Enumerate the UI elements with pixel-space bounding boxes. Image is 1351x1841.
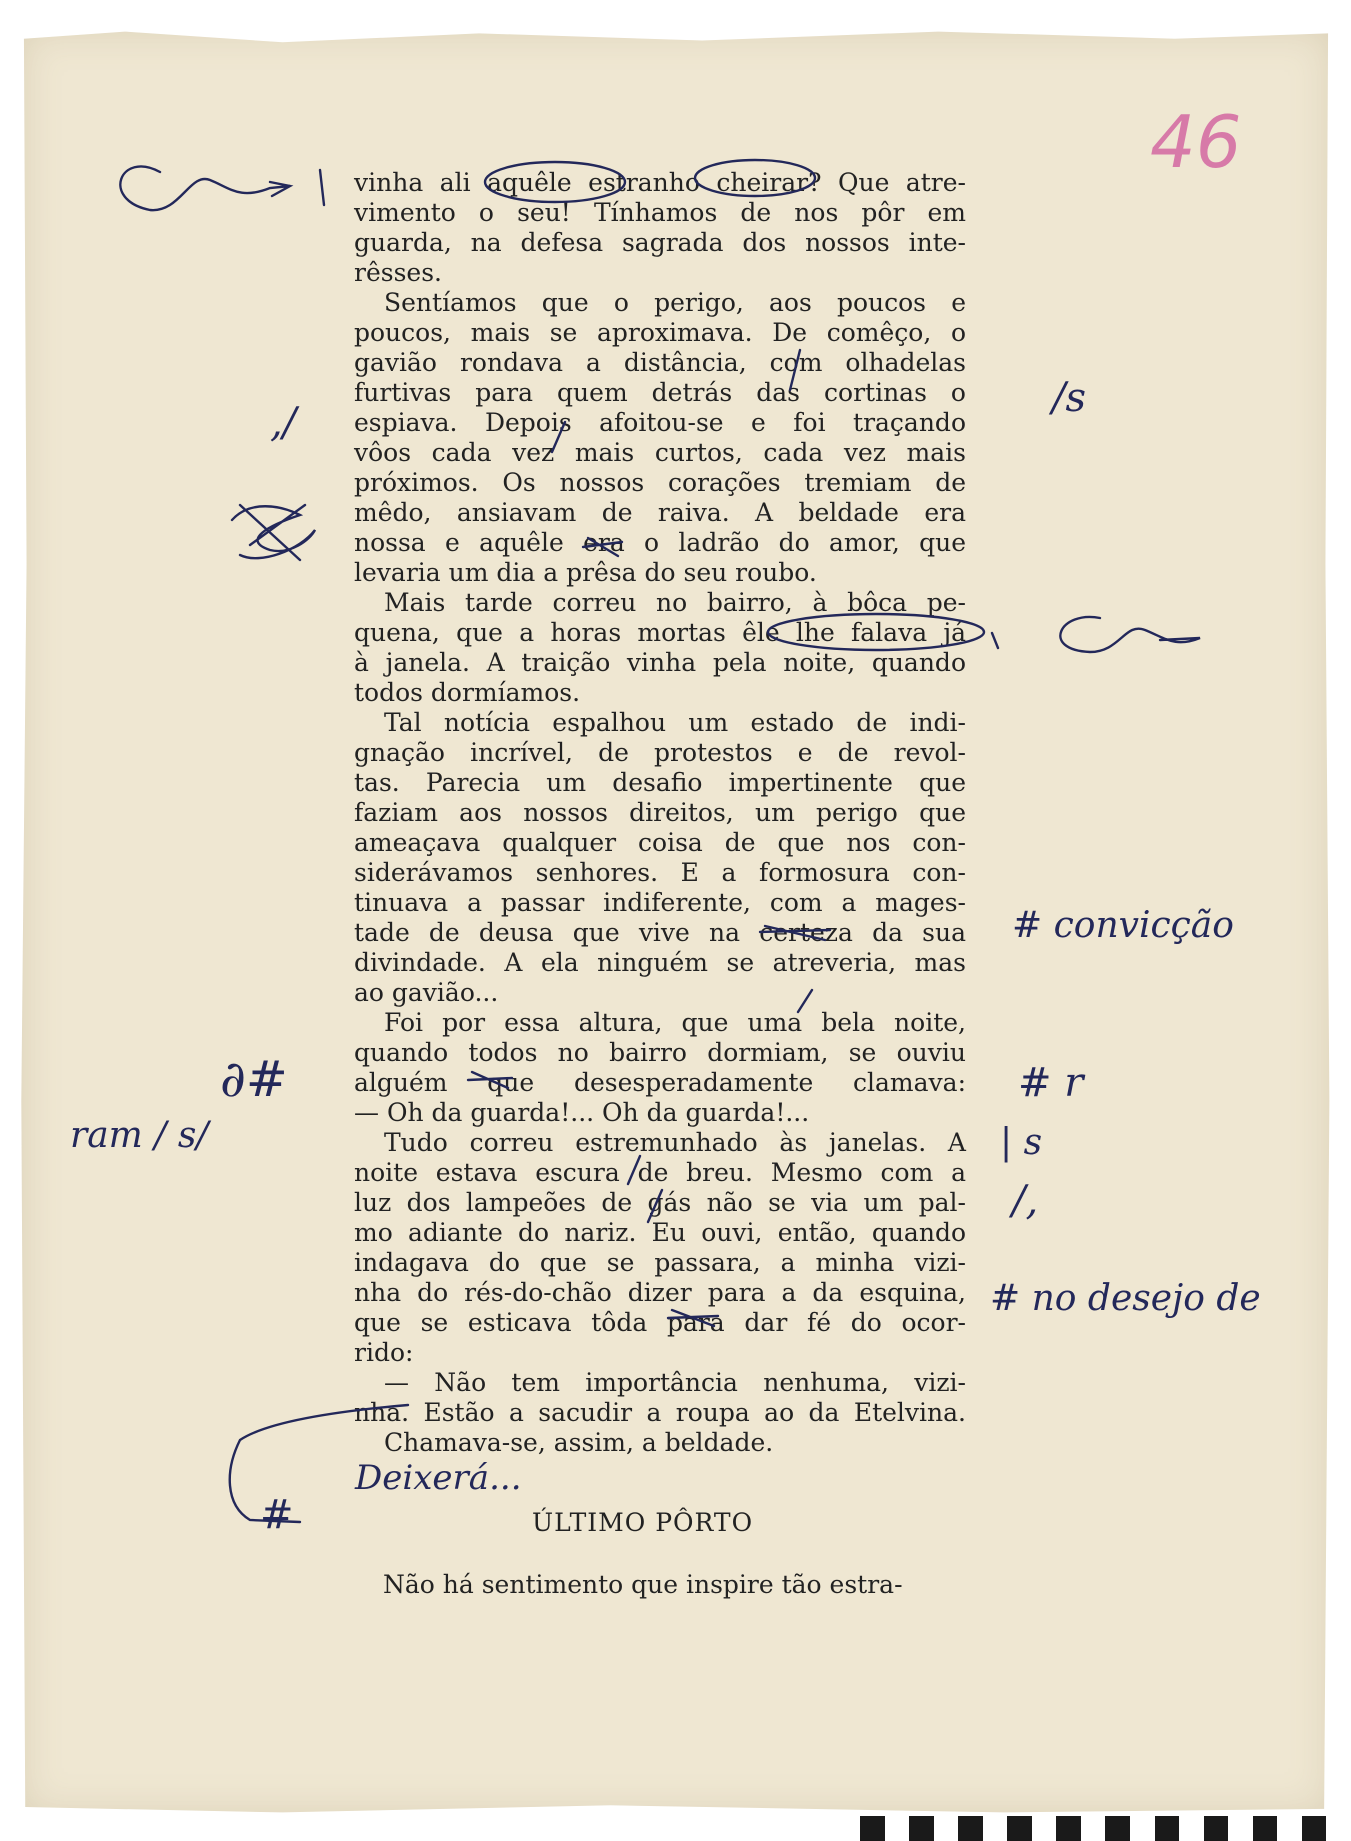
annotation-right-1: /s: [1052, 375, 1087, 421]
body-line: rido:: [354, 1338, 414, 1367]
body-line: gnação incrível, de protestos e de revol-: [354, 738, 966, 767]
strike-mark: [760, 926, 830, 940]
body-line: vinha ali aquêle estranho cheirar? Que atre-: [354, 168, 966, 197]
slash-mark: [552, 350, 812, 1222]
strike-mark: [468, 1072, 512, 1088]
body-line: divindade. A ela ninguém se atreveria, mas: [354, 948, 966, 977]
ruler-segment: [885, 1816, 910, 1841]
body-line: tade de deusa que vive na certeza da sua: [354, 918, 966, 947]
scribble-mark: [232, 505, 315, 560]
ruler-segment: [1056, 1816, 1081, 1841]
body-line: quando todos no bairro dormiam, se ouviu: [354, 1038, 966, 1067]
annotation-right-3: # r: [1018, 1060, 1084, 1106]
ruler-segment: [1277, 1816, 1302, 1841]
body-line: — Não tem importância nenhuma, vizi-: [384, 1368, 966, 1397]
body-line: guarda, na defesa sagrada dos nossos inte-: [354, 228, 966, 257]
section-heading: ÚLTIMO PÔRTO: [532, 1508, 754, 1537]
ruler-segment: [1179, 1816, 1204, 1841]
annotation-right-6: # no desejo de: [990, 1278, 1261, 1319]
circle-mark: [485, 162, 625, 202]
body-line: vimento o seu! Tínhamos de nos pôr em: [354, 198, 966, 227]
annotation-right-2: # convicção: [1012, 905, 1234, 946]
ruler-segment: [860, 1816, 885, 1841]
body-line: faziam aos nossos direitos, um perigo que: [354, 798, 966, 827]
annotation-right-4: | s: [1000, 1122, 1043, 1163]
ruler-segment: [1155, 1816, 1180, 1841]
annotation-insert: Deixerá...: [355, 1458, 522, 1498]
transpose-mark-left: [120, 166, 290, 210]
ruler-segment: [934, 1816, 959, 1841]
ruler-segment: [1105, 1816, 1130, 1841]
strike-mark: [583, 538, 622, 556]
body-line: levaria um dia a prêsa do seu roubo.: [354, 558, 817, 587]
body-line: Mais tarde correu no bairro, à bôca pe-: [384, 588, 966, 617]
body-line: que se esticava tôda para dar fé do ocor-: [354, 1308, 966, 1337]
annotation-insert-mark: #: [260, 1492, 294, 1538]
page-number: 46: [1150, 100, 1242, 184]
body-line: espiava. Depois afoitou-se e foi traçando: [354, 408, 966, 437]
circle-mark: [695, 160, 815, 196]
body-line: alguém que desesperadamente clamava:: [354, 1068, 966, 1097]
body-line: Tudo correu estremunhado às janelas. A: [384, 1128, 966, 1157]
body-line: Foi por essa altura, que uma bela noite,: [384, 1008, 966, 1037]
ruler-segment: [1326, 1816, 1351, 1841]
body-line: nha do rés-do-chão dizer para a da esquina,: [354, 1278, 966, 1307]
body-line: nossa e aquêle era o ladrão do amor, que: [354, 528, 966, 557]
annotation-left-2: ∂#: [220, 1050, 288, 1108]
body-line: — Oh da guarda!... Oh da guarda!...: [354, 1098, 810, 1127]
ruler-segment: [1081, 1816, 1106, 1841]
ruler-segment: [1130, 1816, 1155, 1841]
body-line: todos dormíamos.: [354, 678, 581, 707]
body-line: à janela. A traição vinha pela noite, quando: [354, 648, 966, 677]
ruler-segment: [1032, 1816, 1057, 1841]
transpose-mark-right: [1060, 617, 1200, 652]
body-line: furtivas para quem detrás das cortinas o: [354, 378, 966, 407]
ruler-segment: [1007, 1816, 1032, 1841]
ruler-segment: [1204, 1816, 1229, 1841]
body-line: tas. Parecia um desafio impertinente que: [354, 768, 966, 797]
annotation-left-1: ,/: [270, 400, 297, 446]
body-line: rêsses.: [354, 258, 442, 287]
ruler-segment: [983, 1816, 1008, 1841]
color-calibration-ruler: [860, 1816, 1351, 1841]
body-line: mêdo, ansiavam de raiva. A beldade era: [354, 498, 966, 527]
strike-mark: [668, 1310, 718, 1326]
ruler-segment: [1253, 1816, 1278, 1841]
ruler-segment: [909, 1816, 934, 1841]
body-line: vôos cada vez mais curtos, cada vez mais: [354, 438, 966, 467]
body-line: gavião rondava a distância, com olhadelas: [354, 348, 966, 377]
ruler-segment: [1302, 1816, 1327, 1841]
body-line: mo adiante do nariz. Eu ouvi, então, quando: [354, 1218, 966, 1247]
body-line: ameaçava qualquer coisa de que nos con-: [354, 828, 966, 857]
body-line: indagava do que se passara, a minha vizi-: [354, 1248, 966, 1277]
ruler-segment: [1228, 1816, 1253, 1841]
body-line: luz dos lampeões de gás não se via um pal-: [354, 1188, 966, 1217]
annotation-left-3: ram / s/: [70, 1115, 209, 1156]
body-line: poucos, mais se aproximava. De comêço, o: [354, 318, 966, 347]
ruler-segment: [958, 1816, 983, 1841]
insert-bracket-mark: [230, 1405, 408, 1522]
continuation-line: Não há sentimento que inspire tão estra-: [383, 1570, 903, 1599]
body-line: quena, que a horas mortas êle lhe falava já: [354, 618, 966, 647]
body-line: siderávamos senhores. E a formosura con-: [354, 858, 966, 887]
body-line: próximos. Os nossos corações tremiam de: [354, 468, 966, 497]
tick-mark: [320, 170, 998, 648]
annotation-right-5: /,: [1012, 1178, 1039, 1224]
body-line: tinuava a passar indiferente, com a mages-: [354, 888, 966, 917]
body-line: Tal notícia espalhou um estado de indi-: [384, 708, 966, 737]
circle-mark: [768, 614, 984, 650]
body-line: nha. Estão a sacudir a roupa ao da Etelvina.: [354, 1398, 966, 1427]
body-line: ao gavião...: [354, 978, 499, 1007]
body-line: Sentíamos que o perigo, aos poucos e: [384, 288, 966, 317]
body-line: noite estava escura de breu. Mesmo com a: [354, 1158, 966, 1187]
body-line: Chamava-se, assim, a beldade.: [384, 1428, 774, 1457]
